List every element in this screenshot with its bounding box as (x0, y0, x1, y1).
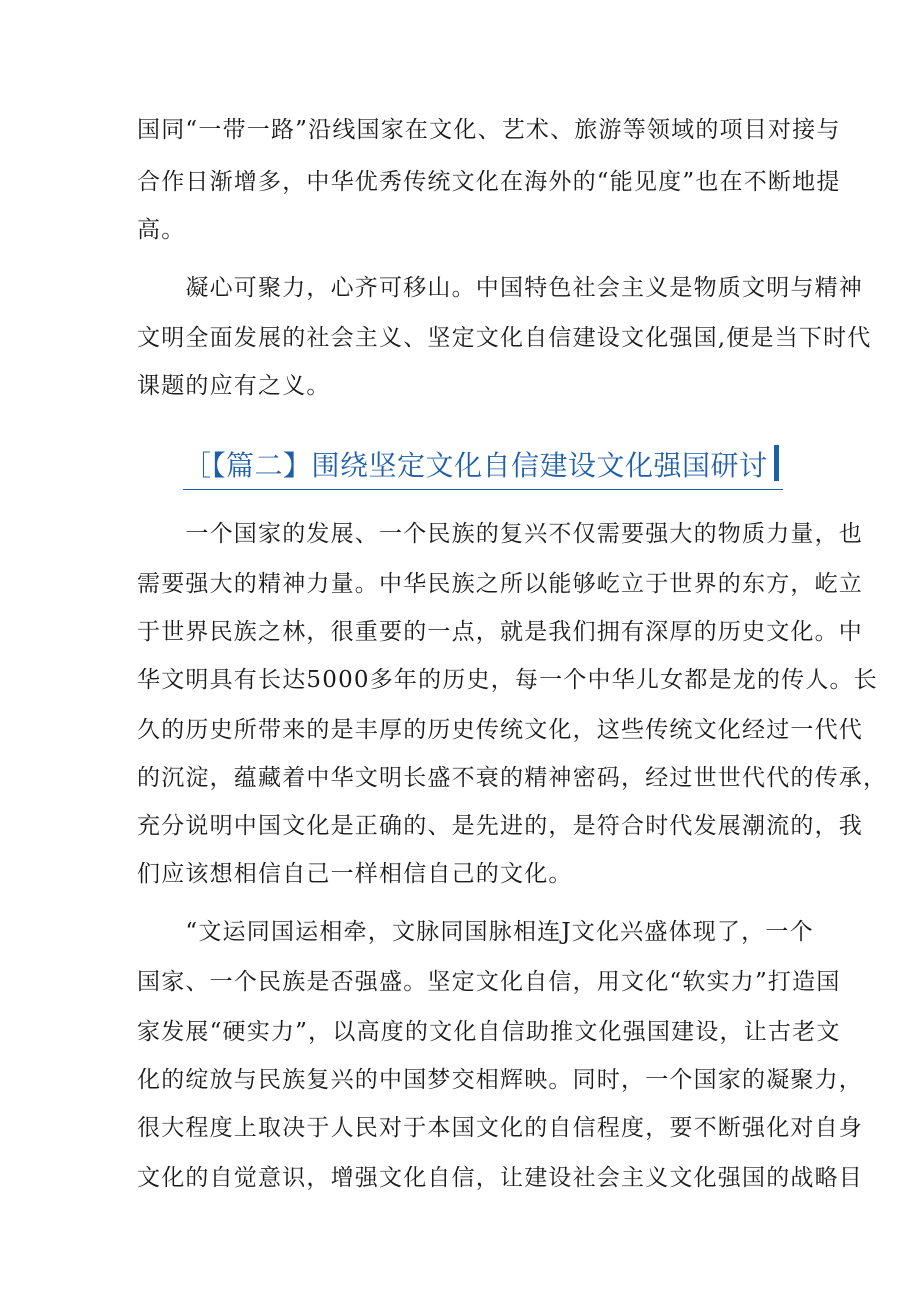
paragraph-line: 文明全面发展的社会主义、坚定文化自信建设文化强国,便是当下时代 (137, 325, 872, 351)
paragraph-line: 华文明具有长达5000多年的历史，每一个中华儿女都是龙的传人。长 (137, 667, 878, 693)
heading-bar (774, 445, 779, 481)
paragraph-line: 凝心可聚力，心齐可移山。中国特色社会主义是物质文明与精神 (137, 275, 863, 301)
paragraph-line: 一个国家的发展、一个民族的复兴不仅需要强大的物质力量，也 (137, 521, 863, 547)
paragraph-line: 家发展“硬实力”，以高度的文化自信助推文化强国建设，让古老文 (137, 1019, 841, 1045)
paragraph-line: 文化的自觉意识，增强文化自信，让建设社会主义文化强国的战略目 (137, 1165, 863, 1191)
paragraph-line: 高。 (137, 217, 186, 243)
paragraph-line: 国家、一个民族是否强盛。坚定文化自信，用文化“软实力”打造国 (137, 969, 841, 995)
paragraph-line: 于世界民族之林，很重要的一点，就是我们拥有深厚的历史文化。中 (137, 619, 863, 645)
paragraph-line: 久的历史所带来的是丰厚的历史传统文化，这些传统文化经过一代代 (137, 717, 863, 743)
paragraph-line: 需要强大的精神力量。中华民族之所以能够屹立于世界的东方，屹立 (137, 571, 863, 597)
paragraph-line: 化的绽放与民族复兴的中国梦交相辉映。同时，一个国家的凝聚力， (137, 1067, 863, 1093)
paragraph-line: 课题的应有之义。 (137, 373, 331, 399)
section-heading[interactable] (183, 443, 783, 490)
paragraph-line: 充分说明中国文化是正确的、是先进的，是符合时代发展潮流的，我 (137, 813, 863, 839)
section-heading-text: ［【篇二】围绕坚定文化自信建设文化强国研讨 (183, 449, 768, 482)
paragraph-line: 国同“一带一路”沿线国家在文化、艺术、旅游等领域的项目对接与 (137, 117, 841, 143)
paragraph-line: “文运同国运相牵，文脉同国脉相连J文化兴盛体现了，一个 (137, 919, 814, 945)
paragraph-line: 们应该想相信自己一样相信自己的文化。 (137, 861, 573, 887)
paragraph-line: 的沉淀，蕴藏着中华文明长盛不衰的精神密码，经过世世代代的传承， (137, 765, 888, 791)
paragraph-line: 很大程度上取决于人民对于本国文化的自信程度，要不断强化对自身 (137, 1115, 863, 1141)
paragraph-line: 合作日渐增多，中华优秀传统文化在海外的“能见度”也在不断地提 (137, 169, 841, 195)
